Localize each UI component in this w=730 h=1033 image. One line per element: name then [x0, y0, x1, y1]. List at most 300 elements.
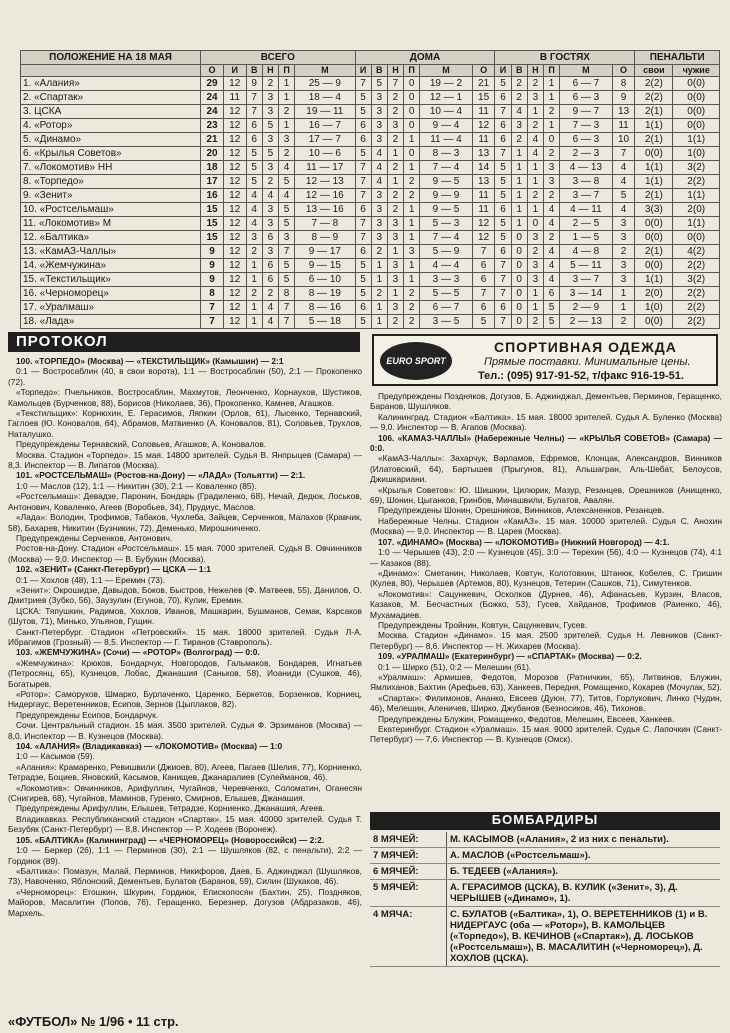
cell-am: 3 — 14	[560, 287, 613, 301]
cell-n: 4	[262, 315, 278, 329]
cell-team: 15. «Текстильщик»	[21, 273, 201, 287]
standings-row	[21, 273, 720, 287]
match-text: «Ростсельмаш»: Девадзе, Паронин, Бондарь (Градиленко, 68), Нечай, Дедюк, Лоськов, Антонович, Коваленко, Агеев (Воробьев, 34), Прудиус, Маслов.	[8, 491, 362, 512]
cell-ai: 7	[495, 147, 511, 161]
cell-p: 1	[279, 119, 295, 133]
cell-o: 23	[201, 119, 224, 133]
cell-ap: 2	[544, 105, 560, 119]
cell-am: 4 — 11	[560, 203, 613, 217]
cell-pc: 1(1)	[673, 133, 720, 147]
match-header: 105. «БАЛТИКА» (Калининград) — «ЧЕРНОМОРЕЦ» (Новороссийск) — 2:2.	[16, 834, 325, 845]
cell-n: 2	[262, 175, 278, 189]
cell-av: 4	[511, 105, 527, 119]
cell-hv: 3	[371, 105, 387, 119]
cell-ao: 2	[612, 315, 635, 329]
cell-hn: 1	[387, 287, 403, 301]
cell-am: 3 — 7	[560, 273, 613, 287]
cell-m: 12 — 13	[295, 175, 355, 189]
scorer-goals: 8 МЯЧЕЙ:	[370, 832, 447, 848]
cell-m: 7 — 8	[295, 217, 355, 231]
cell-pc: 2(2)	[673, 315, 720, 329]
match-text: «Черноморец»: Егошкин, Шкурин, Гордиюк, Епископосян (Бахтин, 25), Поздняков, Майоров, Масалитин (Попов, 76), Геращенко, Березнер, Догузов (Абдразаков, 46), Мархель.	[8, 886, 362, 918]
cell-hm: 7 — 4	[420, 161, 473, 175]
cell-i: 12	[223, 133, 246, 147]
cell-pc: 2(2)	[673, 287, 720, 301]
cell-hm: 10 — 4	[420, 105, 473, 119]
cell-ho: 6	[472, 301, 495, 315]
cell-team: 4. «Ротор»	[21, 119, 201, 133]
cell-ps: 0(0)	[635, 231, 673, 245]
match-text: Набережные Челны. Стадион «КамАЗ». 15 мая. 10000 зрителей. Судья С. Анохин (Москва) — 9,0. Инспектор — В. Царев (Москва).	[370, 515, 722, 537]
cell-hp: 1	[404, 203, 420, 217]
cell-o: 24	[201, 105, 224, 119]
cell-an: 1	[527, 175, 543, 189]
cell-hv: 3	[371, 203, 387, 217]
cell-n: 2	[262, 77, 278, 91]
cell-team: 2. «Спартак»	[21, 91, 201, 105]
cell-ps: 2(0)	[635, 287, 673, 301]
eurosport-logo: EURO SPORT	[380, 342, 452, 380]
cell-hv: 3	[371, 119, 387, 133]
cell-av: 1	[511, 217, 527, 231]
cell-team: 18. «Лада»	[21, 315, 201, 329]
cell-hv: 3	[371, 231, 387, 245]
cell-ap: 4	[544, 259, 560, 273]
cell-ai: 5	[495, 161, 511, 175]
match-text: «Спартак»: Филимонов, Ананко, Евсеев (Дуюн, 77), Титов, Горлукович, Линко (Чудин, 46), Мелешин, Аленичев, Ширко, Джубанов (Безносиков, 46), Тихонов.	[370, 692, 722, 714]
cell-hv: 5	[371, 77, 387, 91]
match-text: «Уралмаш»: Армишев, Федотов, Морозов (Ратничкин, 65), Литвинов, Блужин, Ямлиханов, Бахтин (Арефьев, 63), Ханкеев, Передня, Ромащенко, Кокарев (Мочулак, 52).	[370, 671, 722, 693]
match-text: «Ротор»: Саморуков, Шмарко, Бурлаченко, Царенко, Беркетов, Борзенков, Корниец, Нидергаус, Веретенников, Есипов, Зернов (Цыплаков, 82).	[8, 689, 362, 710]
standings-table	[20, 50, 720, 329]
cell-hi: 5	[355, 147, 371, 161]
scorers-table	[370, 832, 720, 967]
cell-m: 16 — 7	[295, 119, 355, 133]
cell-m: 9 — 15	[295, 259, 355, 273]
cell-hn: 2	[387, 161, 403, 175]
cell-p: 2	[279, 105, 295, 119]
cell-i: 12	[223, 301, 246, 315]
cell-i: 12	[223, 203, 246, 217]
cell-v: 1	[246, 273, 262, 287]
cell-hi: 7	[355, 77, 371, 91]
cell-pc: 1(1)	[673, 217, 720, 231]
match-text: «Торпедо»: Пчельников, Востросаблин, Махмутов, Леонченко, Корнаухов, Шустиков, Камольцев (Бурченков, 88), Борисов (Николаев, 36), Прокопенко, Камнев, Агашков.	[8, 387, 362, 408]
cell-p: 1	[279, 91, 295, 105]
protocol-section-header: ПРОТОКОЛ	[8, 332, 360, 352]
cell-p: 5	[279, 273, 295, 287]
away-subheader: В	[511, 65, 527, 77]
cell-o: 9	[201, 273, 224, 287]
cell-an: 2	[527, 189, 543, 203]
cell-hp: 1	[404, 161, 420, 175]
cell-ai: 5	[495, 175, 511, 189]
cell-ao: 5	[612, 189, 635, 203]
standings-row	[21, 91, 720, 105]
cell-n: 3	[262, 245, 278, 259]
cell-av: 3	[511, 119, 527, 133]
cell-v: 5	[246, 147, 262, 161]
cell-pc: 0(0)	[673, 77, 720, 91]
cell-av: 0	[511, 245, 527, 259]
cell-v: 3	[246, 231, 262, 245]
cell-n: 5	[262, 119, 278, 133]
cell-ai: 5	[495, 231, 511, 245]
cell-hn: 2	[387, 315, 403, 329]
cell-v: 1	[246, 315, 262, 329]
protocol-column-right	[370, 391, 722, 809]
cell-n: 4	[262, 301, 278, 315]
cell-i: 12	[223, 189, 246, 203]
match-text: «Текстильщик»: Корнюхин, Е. Герасимов, Ляпкин (Орлов, 61), Лысенко, Тернавский, Гаглоев (Ю. Коновалов, 64), Абрамов, Матвиенко (А. Коновалов, 81), Соловьев, Трухлов, Наталушко.	[8, 408, 362, 439]
cell-av: 0	[511, 287, 527, 301]
cell-team: 11. «Локомотив» М	[21, 217, 201, 231]
cell-hm: 7 — 4	[420, 231, 473, 245]
cell-i: 12	[223, 77, 246, 91]
cell-v: 2	[246, 287, 262, 301]
cell-ps: 3(3)	[635, 203, 673, 217]
cell-m: 8 — 9	[295, 231, 355, 245]
cell-ao: 3	[612, 217, 635, 231]
cell-i: 12	[223, 147, 246, 161]
away-subheader: Н	[527, 65, 543, 77]
cell-ap: 2	[544, 231, 560, 245]
cell-ao: 2	[612, 245, 635, 259]
home-subheader: О	[472, 65, 495, 77]
cell-m: 11 — 17	[295, 161, 355, 175]
cell-ap: 4	[544, 217, 560, 231]
match-text: 0:1 — Хохлов (48), 1:1 — Еремин (73).	[16, 574, 166, 585]
cell-p: 8	[279, 287, 295, 301]
cell-am: 6 — 3	[560, 91, 613, 105]
match-text: «Локомотив»: Сацункевич, Осколков (Дурнев, 46), Афанасьев, Курзин, Власов, Казаков, М. Бесчастных (Божко, 53), Гусев, Хайданов, Трофимов (Раиенко, 46), Мухамадиев.	[370, 588, 722, 620]
cell-hn: 1	[387, 245, 403, 259]
cell-p: 5	[279, 259, 295, 273]
cell-ao: 3	[612, 231, 635, 245]
cell-v: 4	[246, 217, 262, 231]
cell-o: 17	[201, 175, 224, 189]
cell-ap: 3	[544, 161, 560, 175]
cell-ai: 6	[495, 301, 511, 315]
cell-hv: 3	[371, 133, 387, 147]
cell-hn: 2	[387, 91, 403, 105]
match-text: Владикавказ. Республиканский стадион «Спартак». 15 мая. 40000 зрителей. Судья Т. Безубяк (Санкт-Петербург) — 8,8. Инспектор — Р. Ходеев (Воронеж).	[8, 813, 362, 835]
cell-hm: 12 — 1	[420, 91, 473, 105]
match-text: «Динамо»: Сметанин, Николаев, Ковтун, Колотовкин, Штанюк, Кобелев, С. Гришин (Кулев, 80), Черышев (Артемов, 80), Кузнецов, Тетерин (Сашков, 71), Симутенков.	[370, 567, 722, 589]
standings-row	[21, 147, 720, 161]
cell-ps: 1(1)	[635, 175, 673, 189]
standings-row	[21, 245, 720, 259]
cell-v: 2	[246, 245, 262, 259]
cell-o: 8	[201, 287, 224, 301]
cell-hn: 3	[387, 231, 403, 245]
cell-ps: 0(0)	[635, 147, 673, 161]
match-text: Предупреждены Блужин, Ромащенко, Федотов, Мелешин, Евсеев, Ханкеев.	[378, 713, 675, 724]
cell-ho: 14	[472, 161, 495, 175]
cell-ao: 10	[612, 133, 635, 147]
scorer-goals: 6 МЯЧЕЙ:	[370, 864, 447, 880]
cell-av: 1	[511, 203, 527, 217]
cell-v: 1	[246, 259, 262, 273]
cell-o: 18	[201, 161, 224, 175]
home-subheader: В	[371, 65, 387, 77]
scorer-names: А. МАСЛОВ («Ростсельмаш»).	[447, 848, 721, 864]
cell-v: 9	[246, 77, 262, 91]
cell-hm: 5 — 3	[420, 217, 473, 231]
cell-am: 1 — 5	[560, 231, 613, 245]
scorer-row	[370, 907, 720, 967]
standings-row	[21, 217, 720, 231]
cell-ao: 3	[612, 259, 635, 273]
cell-hi: 5	[355, 315, 371, 329]
cell-hm: 6 — 7	[420, 301, 473, 315]
cell-an: 1	[527, 105, 543, 119]
cell-o: 16	[201, 189, 224, 203]
scorer-row	[370, 880, 720, 907]
cell-ho: 6	[472, 273, 495, 287]
cell-ho: 15	[472, 91, 495, 105]
group-penalty-header: ПЕНАЛЬТИ	[635, 51, 720, 65]
cell-av: 1	[511, 189, 527, 203]
cell-an: 1	[527, 301, 543, 315]
match-text: Предупреждены Тройнин, Ковтун, Сацункевич, Гусев.	[378, 619, 588, 630]
cell-am: 2 — 13	[560, 315, 613, 329]
cell-av: 1	[511, 175, 527, 189]
cell-ai: 6	[495, 119, 511, 133]
total-subheader: М	[295, 65, 355, 77]
cell-o: 21	[201, 133, 224, 147]
cell-n: 2	[262, 287, 278, 301]
cell-ap: 5	[544, 315, 560, 329]
cell-am: 3 — 7	[560, 189, 613, 203]
match-header: 101. «РОСТСЕЛЬМАШ» (Ростов-на-Дону) — «ЛАДА» (Тольятти) — 2:1.	[16, 470, 306, 481]
cell-hm: 3 — 5	[420, 315, 473, 329]
cell-am: 4 — 8	[560, 245, 613, 259]
cell-pc: 4(2)	[673, 245, 720, 259]
match-text: Санкт-Петербург. Стадион «Петровский». 15 мая. 18000 зрителей. Судья Л-А. Ибрагимов (Грозный) — 8,5. Инспектор — Г. Тиранов (Ставрополь).	[8, 626, 362, 647]
cell-am: 5 — 11	[560, 259, 613, 273]
cell-i: 12	[223, 161, 246, 175]
cell-ps: 2(1)	[635, 245, 673, 259]
standings-row	[21, 189, 720, 203]
cell-hv: 3	[371, 189, 387, 203]
cell-m: 17 — 7	[295, 133, 355, 147]
cell-ho: 5	[472, 315, 495, 329]
cell-hi: 7	[355, 189, 371, 203]
cell-n: 3	[262, 161, 278, 175]
cell-hn: 2	[387, 133, 403, 147]
cell-ho: 11	[472, 203, 495, 217]
cell-ai: 7	[495, 105, 511, 119]
match-text: Москва. Стадион «Динамо». 15 мая. 2500 зрителей. Судья Н. Левников (Санкт-Петербург) — 8,6. Инспектор — Н. Жихарев (Москва).	[370, 630, 722, 651]
cell-p: 7	[279, 301, 295, 315]
cell-ap: 4	[544, 245, 560, 259]
cell-pc: 0(0)	[673, 119, 720, 133]
cell-p: 3	[279, 133, 295, 147]
cell-o: 9	[201, 245, 224, 259]
standings-row	[21, 105, 720, 119]
group-home-header: ДОМА	[355, 51, 495, 65]
cell-hm: 9 — 5	[420, 175, 473, 189]
match-text: Сочи. Центральный стадион. 15 мая. 3500 зрителей. Судья Ф. Эрзиманов (Москва) — 8,0. Инспектор — В. Кузнецов (Москва).	[8, 720, 362, 741]
cell-hp: 0	[404, 105, 420, 119]
cell-n: 3	[262, 217, 278, 231]
standings-row	[21, 175, 720, 189]
match-text: «Локомотив»: Овчинников, Арифуллин, Чугайнов, Черевченко, Соломатин, Оганесян (Снигирев, 68), Чугайнов, Маминов, Гуренко, Смирнов, Елышев, Джанашия.	[8, 782, 362, 804]
cell-team: 17. «Уралмаш»	[21, 301, 201, 315]
cell-hi: 5	[355, 259, 371, 273]
cell-ao: 9	[612, 91, 635, 105]
cell-hm: 8 — 3	[420, 147, 473, 161]
cell-ap: 6	[544, 287, 560, 301]
cell-n: 6	[262, 273, 278, 287]
cell-hi: 7	[355, 161, 371, 175]
cell-team: 7. «Локомотив» НН	[21, 161, 201, 175]
cell-hm: 19 — 2	[420, 77, 473, 91]
match-text: 0:1 — Ширко (51), 0:2 — Мелешин (61).	[378, 661, 532, 672]
cell-pc: 2(2)	[673, 301, 720, 315]
cell-n: 3	[262, 105, 278, 119]
cell-hv: 4	[371, 175, 387, 189]
cell-p: 7	[279, 315, 295, 329]
cell-hn: 1	[387, 147, 403, 161]
cell-ho: 13	[472, 175, 495, 189]
cell-ho: 11	[472, 133, 495, 147]
cell-n: 3	[262, 133, 278, 147]
cell-team: 12. «Балтика»	[21, 231, 201, 245]
cell-i: 12	[223, 217, 246, 231]
cell-av: 0	[511, 315, 527, 329]
standings-row	[21, 133, 720, 147]
cell-am: 6 — 7	[560, 77, 613, 91]
cell-hn: 2	[387, 203, 403, 217]
scorer-names: А. ГЕРАСИМОВ (ЦСКА), В. КУЛИК («Зенит», 3), Д. ЧЕРЫШЕВ («Динамо», 1).	[447, 880, 721, 907]
cell-i: 12	[223, 119, 246, 133]
cell-hi: 7	[355, 231, 371, 245]
cell-hv: 2	[371, 287, 387, 301]
match-text: Предупреждены Есипов, Бондарчук.	[16, 709, 159, 720]
cell-ps: 2(2)	[635, 91, 673, 105]
cell-av: 0	[511, 259, 527, 273]
cell-team: 10. «Ростсельмаш»	[21, 203, 201, 217]
cell-hi: 5	[355, 105, 371, 119]
cell-av: 0	[511, 231, 527, 245]
cell-team: 6. «Крылья Советов»	[21, 147, 201, 161]
cell-v: 6	[246, 119, 262, 133]
standings-date-header: ПОЛОЖЕНИЕ НА 18 МАЯ	[21, 51, 201, 65]
standings-row	[21, 119, 720, 133]
match-header: 103. «ЖЕМЧУЖИНА» (Сочи) — «РОТОР» (Волгоград) — 0:0.	[16, 647, 260, 658]
cell-ap: 5	[544, 301, 560, 315]
cell-an: 4	[527, 133, 543, 147]
cell-ao: 4	[612, 175, 635, 189]
total-subheader: О	[201, 65, 224, 77]
cell-pc: 1(0)	[673, 147, 720, 161]
cell-ai: 7	[495, 287, 511, 301]
cell-hm: 3 — 3	[420, 273, 473, 287]
cell-pc: 2(2)	[673, 259, 720, 273]
cell-ho: 12	[472, 119, 495, 133]
page-footer: «ФУТБОЛ» № 1/96 • 11 стр.	[8, 1014, 179, 1029]
cell-n: 4	[262, 189, 278, 203]
cell-m: 8 — 16	[295, 301, 355, 315]
cell-an: 1	[527, 287, 543, 301]
cell-an: 1	[527, 161, 543, 175]
cell-team: 13. «КамАЗ-Чаллы»	[21, 245, 201, 259]
match-text: Предупреждены Тернавский, Соловьев, Агашков, А. Коновалов.	[16, 439, 267, 450]
cell-p: 7	[279, 245, 295, 259]
match-text: Ростов-на-Дону. Стадион «Ростсельмаш». 15 мая. 7000 зрителей. Судья В. Овчинников (Москва) — 9,0. Инспектор — В. Бубукин (Москва).	[8, 543, 362, 564]
cell-team: 5. «Динамо»	[21, 133, 201, 147]
match-header: 104. «АЛАНИЯ» (Владикавказ) — «ЛОКОМОТИВ» (Москва) — 1:0	[16, 741, 283, 752]
cell-ps: 1(1)	[635, 161, 673, 175]
cell-ao: 3	[612, 273, 635, 287]
cell-n: 6	[262, 259, 278, 273]
cell-hm: 5 — 5	[420, 287, 473, 301]
cell-ap: 1	[544, 77, 560, 91]
standings-subheader-row	[21, 65, 720, 77]
cell-team: 1. «Алания»	[21, 77, 201, 91]
cell-ho: 7	[472, 245, 495, 259]
cell-n: 5	[262, 147, 278, 161]
cell-am: 2 — 5	[560, 217, 613, 231]
cell-an: 0	[527, 217, 543, 231]
cell-hi: 6	[355, 119, 371, 133]
cell-av: 2	[511, 133, 527, 147]
cell-hi: 6	[355, 245, 371, 259]
cell-ap: 2	[544, 147, 560, 161]
cell-n: 3	[262, 91, 278, 105]
cell-hv: 1	[371, 259, 387, 273]
cell-ai: 5	[495, 189, 511, 203]
cell-o: 24	[201, 91, 224, 105]
scorer-names: С. БУЛАТОВ («Балтика», 1), О. ВЕРЕТЕННИКОВ (1) и В. НИДЕРГАУС (оба — «Ротор»), В. КАМОЛЬЦЕВ («Торпедо»), В. КЕЧИНОВ («Спартак»), Д. ЛОСЬКОВ («Ростсельмаш»), В. МАСАЛИТИН («Черноморец»), Д. ХОХЛОВ (ЦСКА).	[447, 907, 721, 967]
cell-ai: 5	[495, 217, 511, 231]
cell-ps: 2(2)	[635, 77, 673, 91]
cell-ai: 6	[495, 91, 511, 105]
away-subheader: И	[495, 65, 511, 77]
cell-hp: 1	[404, 259, 420, 273]
cell-ao: 11	[612, 119, 635, 133]
cell-ai: 5	[495, 77, 511, 91]
cell-am: 7 — 3	[560, 119, 613, 133]
cell-hn: 3	[387, 259, 403, 273]
cell-ao: 4	[612, 161, 635, 175]
cell-o: 29	[201, 77, 224, 91]
cell-hm: 4 — 4	[420, 259, 473, 273]
scorer-row	[370, 832, 720, 848]
match-header: 102. «ЗЕНИТ» (Санкт-Петербург) — ЦСКА — 1:1	[16, 564, 211, 575]
cell-i: 12	[223, 259, 246, 273]
cell-m: 18 — 4	[295, 91, 355, 105]
cell-an: 1	[527, 203, 543, 217]
cell-av: 1	[511, 161, 527, 175]
match-text: «Алания»: Крамаренко, Ревишвили (Джиоев, 80), Агеев, Пагаев (Шелия, 77), Корниенко, Тетрадзе, Боциев, Яновский, Касымов, Канищев, Джанаралиев (Сулейманов, 46).	[8, 761, 362, 783]
scorer-goals: 5 МЯЧЕЙ:	[370, 880, 447, 907]
cell-ps: 0(0)	[635, 217, 673, 231]
cell-an: 2	[527, 77, 543, 91]
cell-hp: 2	[404, 287, 420, 301]
match-text: ЦСКА: Тяпушкин, Радимов, Хохлов, Иванов, Машкарин, Бушманов, Семак, Карсаков (Шутов, 71), Минько, Ульянов, Гущин.	[8, 605, 362, 627]
advertisement	[372, 334, 718, 386]
cell-av: 0	[511, 273, 527, 287]
cell-p: 3	[279, 231, 295, 245]
cell-hi: 6	[355, 301, 371, 315]
cell-i: 12	[223, 273, 246, 287]
match-header: 107. «ДИНАМО» (Москва) — «ЛОКОМОТИВ» (Нижний Новгород) — 4:1.	[378, 536, 670, 547]
away-subheader: М	[560, 65, 613, 77]
cell-hi: 7	[355, 175, 371, 189]
